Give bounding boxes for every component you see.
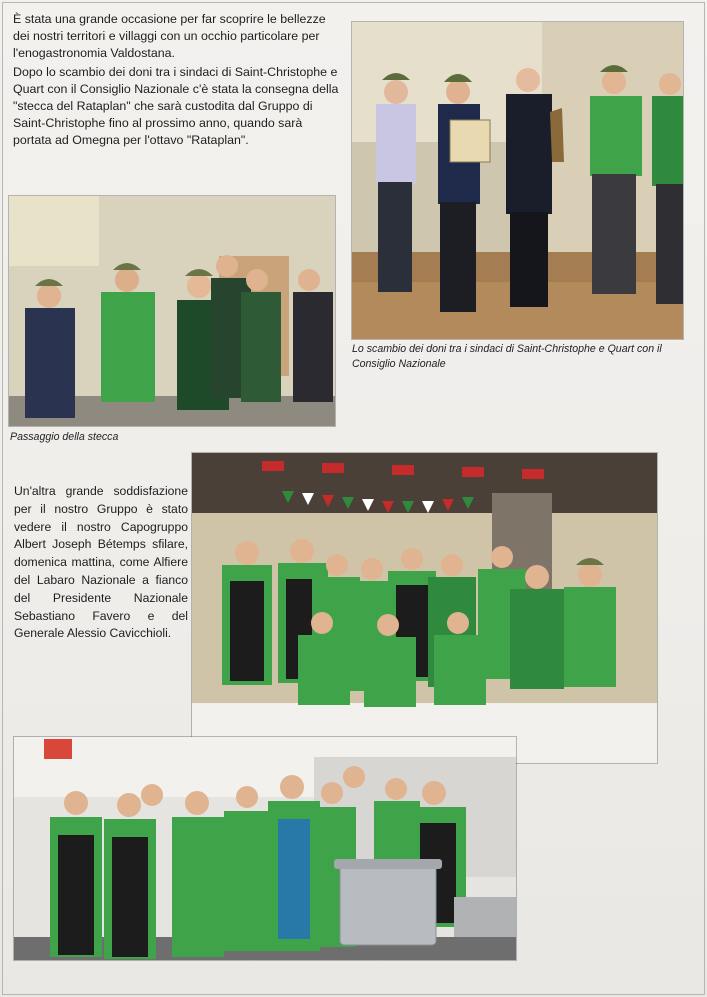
photo-mayors-exchange <box>352 22 683 339</box>
caption-stecca: Passaggio della stecca <box>10 431 119 443</box>
paragraph-1: È stata una grande occasione per far scoprire le bellezze dei nostri territori e villaggi con un occhio particolare per l'enogastronomia Valdostana. <box>13 12 326 60</box>
paragraph-2: Dopo lo scambio dei doni tra i sindaci di Saint-Christophe e Quart con il Consiglio Nazionale c'è stata la consegna della "stecca del Rataplan" che sarà custodita dal Gruppo di Saint-Christophe fino al prossimo anno, quando sarà portata ad Omegna per l'ottavo "Rataplan". <box>13 65 339 147</box>
paragraph-3: Un'altra grande soddisfazione per il nostro Gruppo è stato vedere il nostro Capogruppo Albert Joseph Bétemps sfilare, domenica mattina, come Alfiere del Labaro Nazionale a fianco del Presidente Nazionale Sebastiano Favero e del Generale Alessio Cavicchioli. <box>14 484 188 641</box>
caption-mayors: Lo scambio dei doni tra i sindaci di Saint-Christophe e Quart con il Consiglio Nazionale <box>352 343 662 370</box>
photo-stecca-handover <box>9 196 335 426</box>
photo-kitchen-image <box>14 737 516 960</box>
photo-kitchen-team <box>14 737 516 960</box>
photo-volunteers-hall <box>192 453 657 763</box>
photo-mayors-image <box>352 22 683 339</box>
intro-text <box>13 11 343 151</box>
photo-stecca-image <box>9 196 335 426</box>
photo-volunteers-image <box>192 453 657 763</box>
